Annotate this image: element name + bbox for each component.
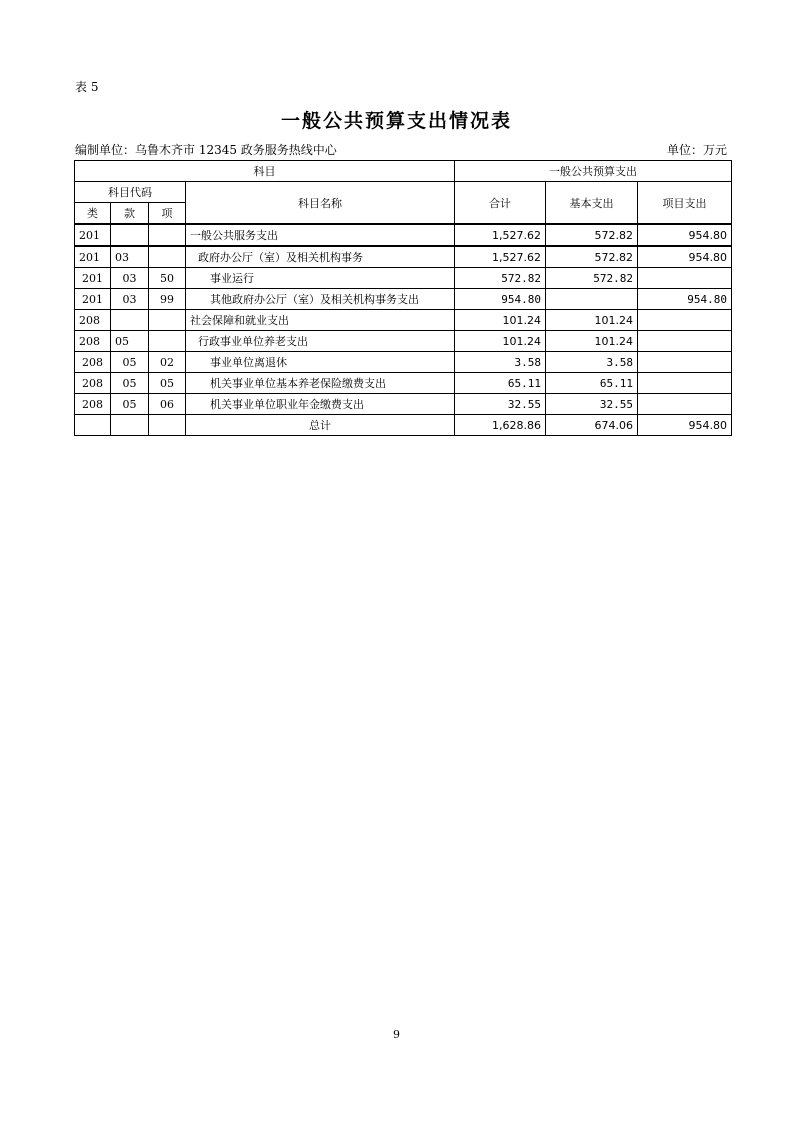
project-amount xyxy=(638,310,732,331)
basic-amount: 3.58 xyxy=(546,352,638,373)
item-code xyxy=(149,246,186,268)
item-code: 50 xyxy=(149,268,186,289)
page-number: 9 xyxy=(393,1028,400,1041)
header-code: 科目代码 xyxy=(75,182,186,203)
project-amount: 954.80 xyxy=(638,246,732,268)
class-code: 201 xyxy=(75,289,111,310)
header-row-1 xyxy=(75,161,732,182)
basic-amount: 32.55 xyxy=(546,394,638,415)
total-row xyxy=(75,415,732,436)
project-amount xyxy=(638,352,732,373)
item-code xyxy=(149,415,186,436)
header-row-2 xyxy=(75,182,732,203)
class-code: 208 xyxy=(75,310,111,331)
section-code xyxy=(111,415,149,436)
section-code xyxy=(111,224,149,246)
header-project: 项目支出 xyxy=(638,182,732,225)
header-total: 合计 xyxy=(455,182,546,225)
grand-total-amount: 1,628.86 xyxy=(455,415,546,436)
item-code xyxy=(149,224,186,246)
section-code: 05 xyxy=(111,331,149,352)
item-code xyxy=(149,310,186,331)
class-code: 201 xyxy=(75,246,111,268)
total-amount: 572.82 xyxy=(455,268,546,289)
subject-name: 政府办公厅（室）及相关机构事务 xyxy=(186,246,455,268)
table-row xyxy=(75,246,732,268)
class-code: 201 xyxy=(75,224,111,246)
basic-amount: 101.24 xyxy=(546,310,638,331)
total-amount: 954.80 xyxy=(455,289,546,310)
subject-name: 事业运行 xyxy=(186,268,455,289)
table-row xyxy=(75,268,732,289)
basic-amount: 572.82 xyxy=(546,268,638,289)
subject-name: 机关事业单位基本养老保险缴费支出 xyxy=(186,373,455,394)
subject-name: 事业单位离退休 xyxy=(186,352,455,373)
item-code xyxy=(149,331,186,352)
table-row xyxy=(75,224,732,246)
compiling-unit: 编制单位：乌鲁木齐市 12345 政务服务热线中心 xyxy=(75,143,337,157)
table-row xyxy=(75,310,732,331)
page-title: 一般公共预算支出情况表 xyxy=(280,110,512,132)
section-code: 05 xyxy=(111,394,149,415)
subject-name: 行政事业单位养老支出 xyxy=(186,331,455,352)
header-budget-group: 一般公共预算支出 xyxy=(455,161,732,182)
project-amount xyxy=(638,331,732,352)
header-class: 类 xyxy=(75,203,111,225)
project-amount xyxy=(638,268,732,289)
total-amount: 3.58 xyxy=(455,352,546,373)
project-amount xyxy=(638,394,732,415)
subject-name: 一般公共服务支出 xyxy=(186,224,455,246)
subject-name: 其他政府办公厅（室）及相关机构事务支出 xyxy=(186,289,455,310)
section-code: 05 xyxy=(111,352,149,373)
project-amount: 954.80 xyxy=(638,289,732,310)
section-code: 05 xyxy=(111,373,149,394)
class-code: 208 xyxy=(75,352,111,373)
item-code: 02 xyxy=(149,352,186,373)
total-amount: 1,527.62 xyxy=(455,246,546,268)
class-code: 208 xyxy=(75,373,111,394)
budget-table xyxy=(74,160,732,436)
section-code: 03 xyxy=(111,268,149,289)
project-amount xyxy=(638,373,732,394)
class-code: 208 xyxy=(75,394,111,415)
header-section: 款 xyxy=(111,203,149,225)
grand-basic-amount: 674.06 xyxy=(546,415,638,436)
total-amount: 101.24 xyxy=(455,310,546,331)
header-basic: 基本支出 xyxy=(546,182,638,225)
table-row xyxy=(75,289,732,310)
total-amount: 1,527.62 xyxy=(455,224,546,246)
item-code: 06 xyxy=(149,394,186,415)
subject-name: 社会保障和就业支出 xyxy=(186,310,455,331)
section-code: 03 xyxy=(111,289,149,310)
basic-amount: 572.82 xyxy=(546,224,638,246)
header-item: 项 xyxy=(149,203,186,225)
table-number-label: 表 5 xyxy=(75,80,99,94)
table-row xyxy=(75,352,732,373)
class-code xyxy=(75,415,111,436)
table-row xyxy=(75,331,732,352)
section-code xyxy=(111,310,149,331)
basic-amount: 572.82 xyxy=(546,246,638,268)
table-row xyxy=(75,373,732,394)
grand-project-amount: 954.80 xyxy=(638,415,732,436)
total-amount: 101.24 xyxy=(455,331,546,352)
project-amount: 954.80 xyxy=(638,224,732,246)
table-row xyxy=(75,394,732,415)
subject-name: 机关事业单位职业年金缴费支出 xyxy=(186,394,455,415)
header-subject: 科目 xyxy=(75,161,455,182)
basic-amount: 65.11 xyxy=(546,373,638,394)
total-amount: 65.11 xyxy=(455,373,546,394)
total-amount: 32.55 xyxy=(455,394,546,415)
section-code: 03 xyxy=(111,246,149,268)
total-label: 总计 xyxy=(186,415,455,436)
item-code: 05 xyxy=(149,373,186,394)
header-name: 科目名称 xyxy=(186,182,455,225)
basic-amount xyxy=(546,289,638,310)
class-code: 208 xyxy=(75,331,111,352)
item-code: 99 xyxy=(149,289,186,310)
basic-amount: 101.24 xyxy=(546,331,638,352)
currency-unit: 单位：万元 xyxy=(666,143,727,157)
class-code: 201 xyxy=(75,268,111,289)
